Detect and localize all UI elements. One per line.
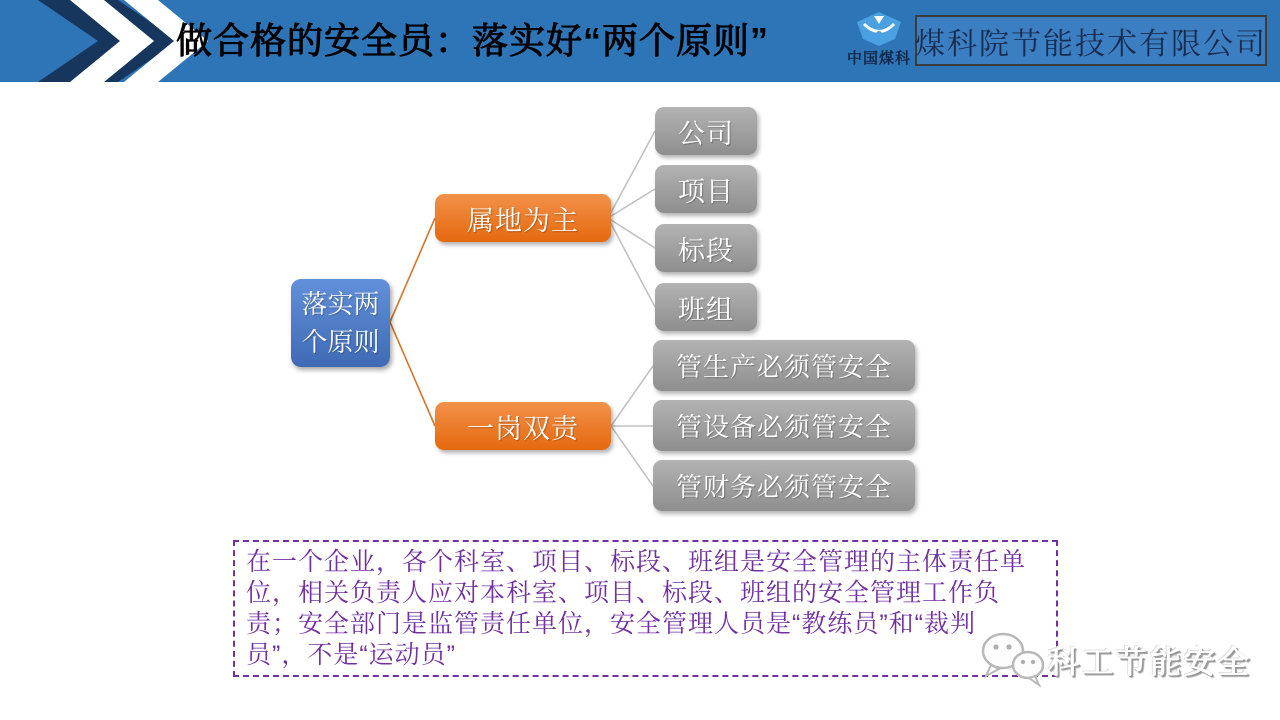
- wechat-icon: [978, 630, 1048, 688]
- logo-emblem-icon: [855, 12, 903, 46]
- watermark: [978, 630, 1252, 688]
- page-title: 做合格的安全员：落实好“两个原则”: [176, 20, 770, 61]
- note-line: 员”，不是“运动员”: [246, 641, 456, 669]
- header-bar: [0, 0, 1280, 82]
- node-branch-shudiweizhu: 属地为主: [435, 194, 611, 242]
- node-leaf-section: 标段: [655, 224, 757, 272]
- node-leaf-finance-safety: 管财务必须管安全: [653, 460, 915, 511]
- note-line: 位，相关负责人应对本科室、项目、标段、班组的安全管理工作负: [246, 579, 1001, 607]
- watermark-text: 科工节能安全: [1048, 644, 1252, 680]
- node-leaf-equipment-safety: 管设备必须管安全: [653, 400, 915, 451]
- note-box: [233, 540, 1058, 677]
- company-name: 煤科院节能技术有限公司: [915, 27, 1267, 61]
- node-root-line2: 个原则: [301, 327, 380, 357]
- node-leaf-team: 班组: [655, 283, 757, 331]
- node-leaf-project: 项目: [655, 165, 757, 213]
- node-leaf-production-safety: 管生产必须管安全: [653, 340, 915, 391]
- logo-text: 中国煤科: [846, 50, 911, 67]
- note-line: 在一个企业，各个科室、项目、标段、班组是安全管理的主体责任单: [246, 548, 1027, 576]
- node-leaf-company: 公司: [655, 107, 757, 155]
- node-root: [291, 279, 390, 367]
- company-name-box: [915, 15, 1267, 66]
- company-logo: [842, 12, 916, 68]
- node-branch-yigangshuangze: 一岗双责: [435, 402, 611, 450]
- node-root-line1: 落实两: [301, 289, 380, 319]
- note-line: 责；安全部门是监管责任单位，安全管理人员是“教练员”和“裁判: [246, 610, 976, 638]
